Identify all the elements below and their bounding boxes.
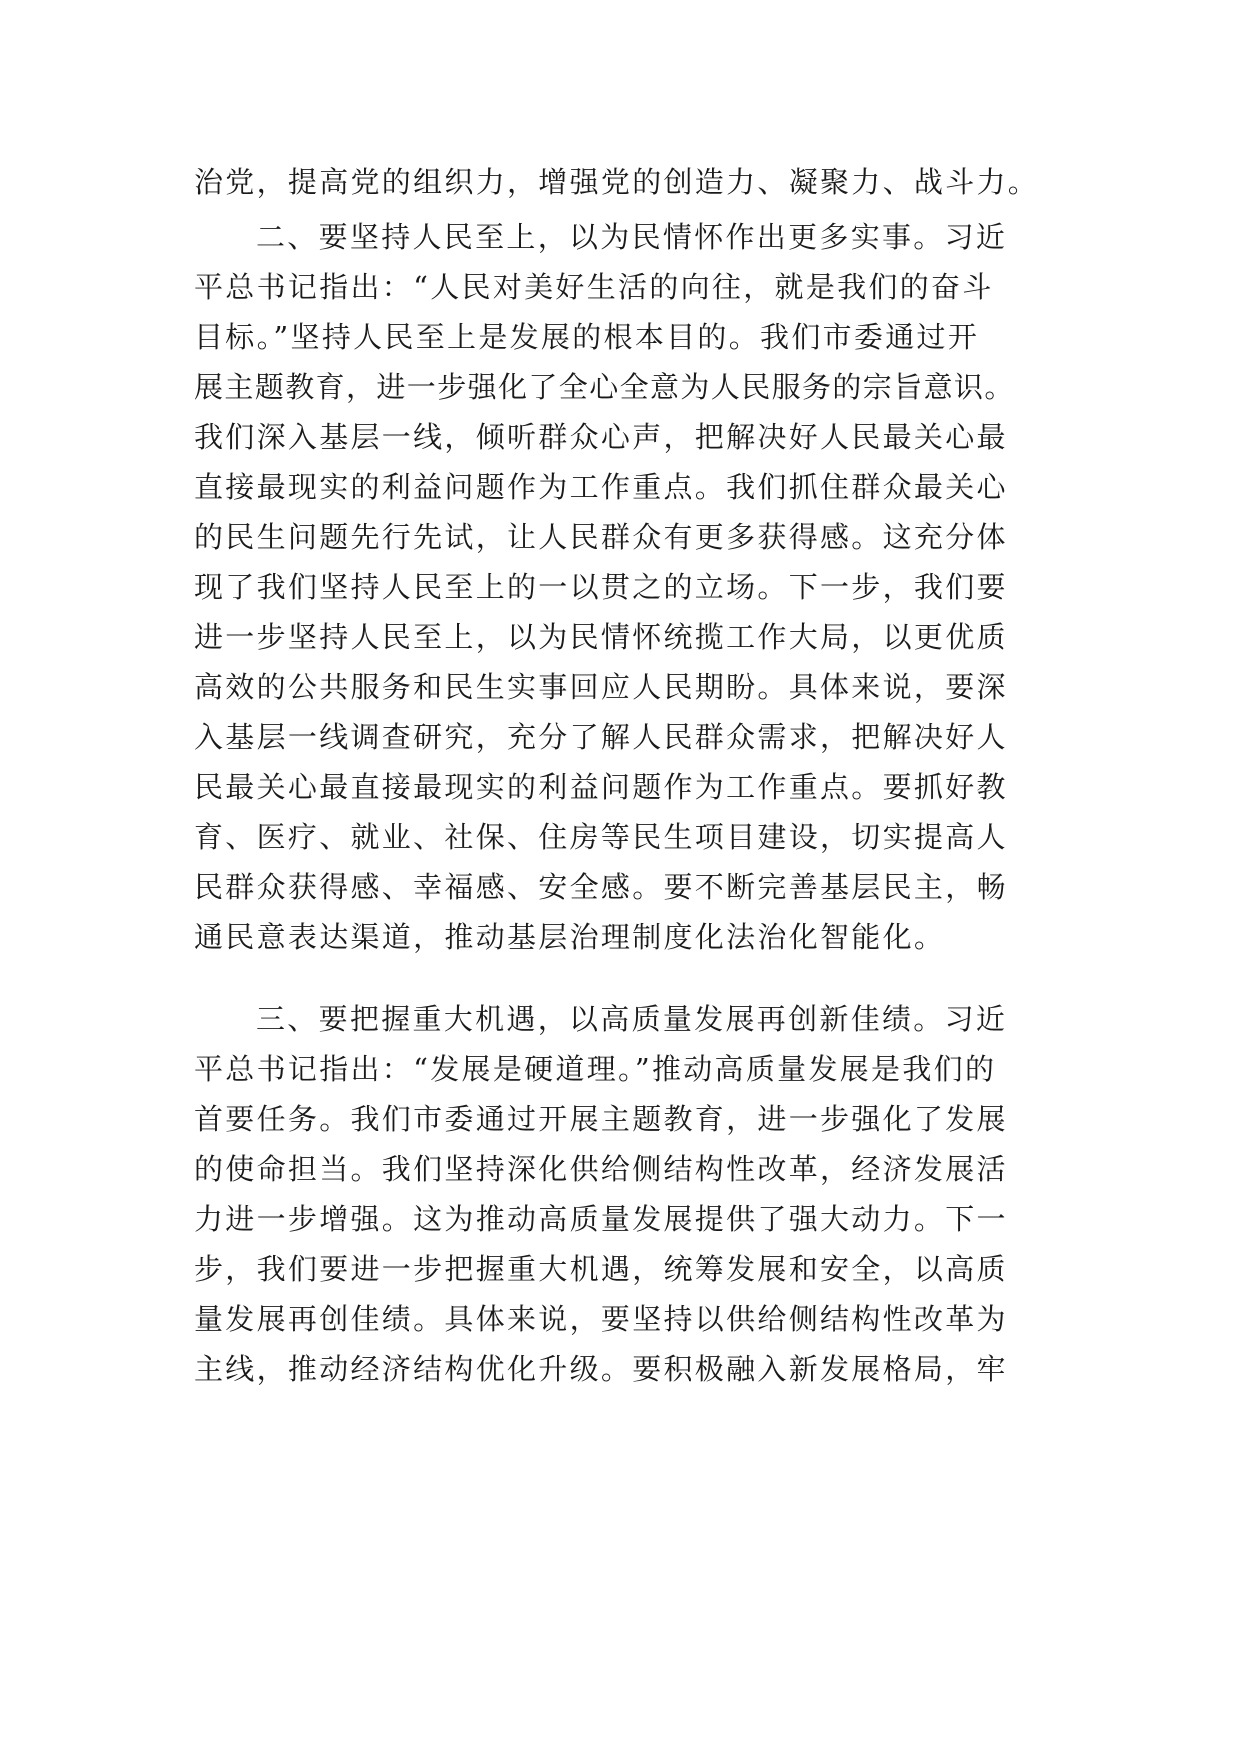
paragraph-line: 力进一步增强。这为推动高质量发展提供了强大动力。下一 [194,1202,1008,1236]
paragraph-line: 步，我们要进一步把握重大机遇，统筹发展和安全，以高质 [194,1252,1008,1286]
paragraph-line: 首要任务。我们市委通过开展主题教育，进一步强化了发展 [194,1102,1008,1136]
paragraph-line: 主线，推动经济结构优化升级。要积极融入新发展格局，牢 [194,1352,1008,1386]
paragraph-line: 的使命担当。我们坚持深化供给侧结构性改革，经济发展活 [194,1152,1008,1186]
paragraph-line: 治党，提高党的组织力，增强党的创造力、凝聚力、战斗力。 [194,165,1040,199]
paragraph-line: 通民意表达渠道，推动基层治理制度化法治化智能化。 [194,920,946,954]
paragraph-line: 高效的公共服务和民生实事回应人民期盼。具体来说，要深 [194,670,1008,704]
paragraph-line: 三、要把握重大机遇，以高质量发展再创新佳绩。习近 [256,1002,1008,1036]
paragraph-line: 展主题教育，进一步强化了全心全意为人民服务的宗旨意识。 [194,370,1015,404]
paragraph-line: 进一步坚持人民至上，以为民情怀统揽工作大局，以更优质 [194,620,1008,654]
paragraph-line: 的民生问题先行先试，让人民群众有更多获得感。这充分体 [194,520,1008,554]
paragraph-line: 入基层一线调查研究，充分了解人民群众需求，把解决好人 [194,720,1008,754]
paragraph-line: 量发展再创佳绩。具体来说，要坚持以供给侧结构性改革为 [194,1302,1008,1336]
paragraph-line: 平总书记指出：“发展是硬道理。”推动高质量发展是我们的 [194,1052,997,1086]
paragraph-line: 现了我们坚持人民至上的一以贯之的立场。下一步，我们要 [194,570,1008,604]
paragraph-2 [194,212,1046,962]
paragraph-line: 民最关心最直接最现实的利益问题作为工作重点。要抓好教 [194,770,1008,804]
paragraph-line: 直接最现实的利益问题作为工作重点。我们抓住群众最关心 [194,470,1008,504]
paragraph-line: 民群众获得感、幸福感、安全感。要不断完善基层民主，畅 [194,870,1008,904]
paragraph-line: 二、要坚持人民至上，以为民情怀作出更多实事。习近 [256,220,1008,254]
paragraph-line: 我们深入基层一线，倾听群众心声，把解决好人民最关心最 [194,420,1008,454]
paragraph-line: 目标。”坚持人民至上是发展的根本目的。我们市委通过开 [194,320,980,354]
paragraph-line: 平总书记指出：“人民对美好生活的向往，就是我们的奋斗 [194,270,994,304]
paragraph-line: 育、医疗、就业、社保、住房等民生项目建设，切实提高人 [194,820,1008,854]
paragraph-3 [194,994,1046,1394]
paragraph-1 [194,157,1046,207]
